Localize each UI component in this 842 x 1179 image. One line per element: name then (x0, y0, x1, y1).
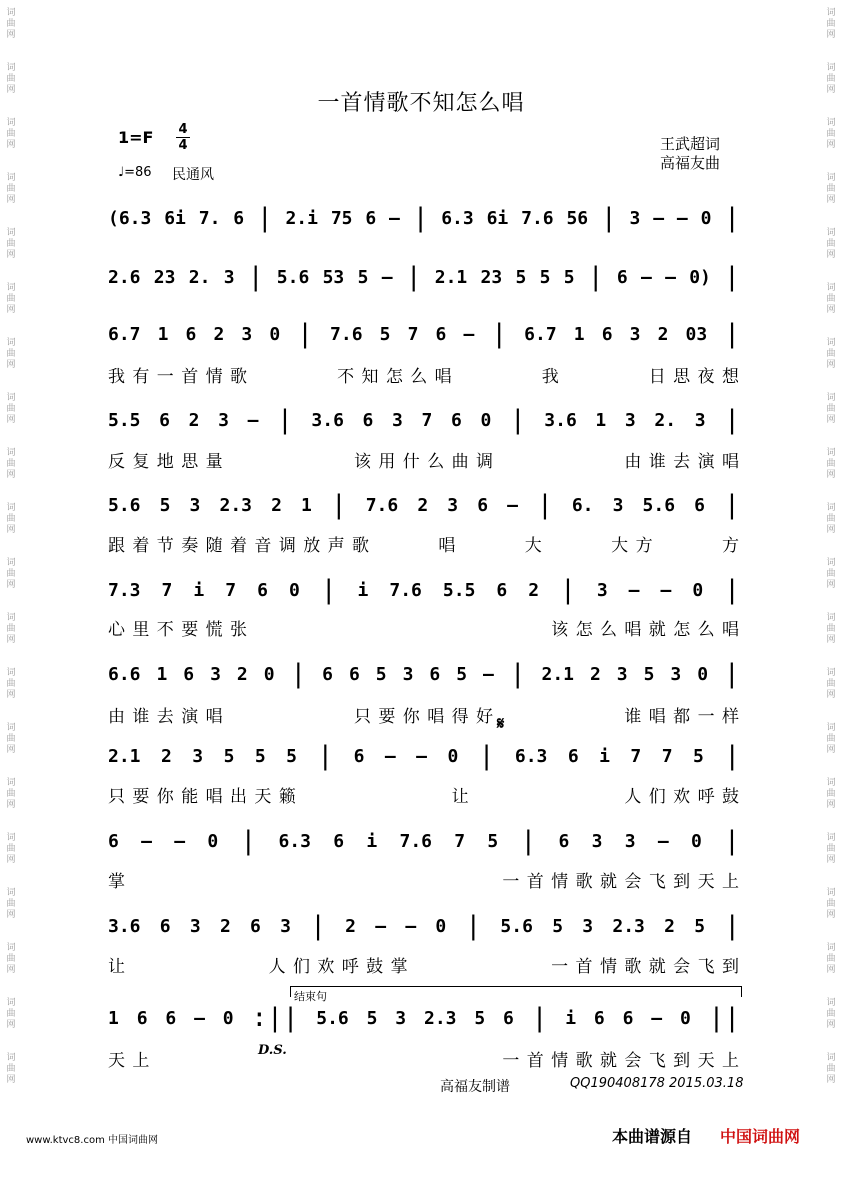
note: – (628, 579, 640, 601)
note: 1 (595, 409, 607, 431)
lyric-phrase: 跟 着 节 奏 随 着 音 调 放 声 歌 (108, 536, 371, 556)
note: – (640, 266, 652, 288)
notes-line (108, 319, 740, 349)
bar-line: :|| (251, 1003, 299, 1033)
note: 5.6 (108, 494, 141, 516)
lyric-phrase: 只 要 你 唱 得 好 (353, 707, 495, 727)
note: 7 (661, 745, 673, 767)
notes-line (108, 203, 740, 233)
bar-line: | (491, 319, 508, 349)
note: 5 (694, 915, 706, 937)
bar-line: | (310, 911, 326, 941)
source-label: 本曲谱源自 (612, 1127, 693, 1146)
note: i (565, 1007, 577, 1029)
note: 6 (185, 323, 197, 345)
lyric-phrase: 日 思 夜 想 (648, 367, 740, 387)
bar-line: | (724, 741, 740, 771)
note: 1 (301, 494, 312, 516)
note: 6 (616, 266, 628, 288)
note: 6 (601, 323, 613, 345)
score-row (108, 575, 740, 618)
note: 23 (480, 266, 503, 288)
note: 6 (451, 409, 462, 431)
score-row (108, 203, 740, 246)
note: – (651, 1007, 663, 1029)
note: 6 (694, 494, 705, 516)
score-row (108, 490, 740, 533)
note: 6 (365, 207, 377, 229)
note: 5.5 (108, 409, 141, 431)
note: 2 (271, 494, 282, 516)
note: 0) (689, 266, 711, 288)
note: 6 (136, 1007, 148, 1029)
note: 2 (589, 663, 601, 685)
note: 53 (322, 266, 345, 288)
note: 3 (624, 830, 636, 852)
time-signature-bottom: 4 (178, 138, 188, 153)
bar-line: | (724, 911, 740, 941)
bar-line: | (560, 575, 576, 605)
note: 2 (417, 494, 429, 516)
note: 5 (379, 323, 391, 345)
note: i (193, 579, 205, 601)
note: – (141, 830, 152, 852)
note: 0 (263, 663, 275, 685)
note: 2 (188, 409, 200, 431)
lyricist-credit: 王武超词 (660, 135, 721, 153)
lyric-phrase: 只 要 你 能 唱 出 天 籁 (108, 787, 297, 807)
watermark-right: 词 曲 网 词 曲 网 词 曲 网 词 曲 网 词 曲 网 词 曲 网 词 曲 网 词 曲 网 词 曲 网 词 曲 网 词 曲 网 词 曲 网 词 曲 网 词 曲 网 词 曲 网 词 曲 网 词 曲 网 词 曲 网 词 曲 网 词 曲 网 (826, 8, 836, 1085)
note: 0 (480, 409, 492, 431)
note: 0 (697, 663, 709, 685)
note: 56 (566, 207, 589, 229)
score-row (108, 911, 740, 954)
note: 0 (288, 579, 300, 601)
lyric-phrase: 该 怎 么 唱 就 怎 么 唱 (551, 620, 740, 640)
note: 3 (395, 1007, 407, 1029)
note: – (405, 915, 417, 937)
note: 2. (654, 409, 677, 431)
bar-line: | (520, 826, 537, 856)
note: 6 (503, 1007, 514, 1029)
note: 5.6 (500, 915, 533, 937)
note: 1 (157, 323, 169, 345)
note: 6 (348, 663, 360, 685)
notes-line (108, 405, 740, 435)
note: 5 (159, 494, 171, 516)
note: i (366, 830, 378, 852)
bar-line: | (724, 203, 740, 233)
note: 7.6 (389, 579, 422, 601)
note: 6 (322, 663, 334, 685)
note: 3 (192, 745, 204, 767)
lyrics-line (108, 362, 740, 387)
bar-line: | (724, 659, 740, 689)
bar-line: | (297, 319, 313, 349)
note: 1 (573, 323, 585, 345)
note: 7.3 (108, 579, 141, 601)
note: 7 (630, 745, 642, 767)
note: – (657, 830, 669, 852)
note: 6i (486, 207, 509, 229)
note: 6 (622, 1007, 634, 1029)
note: 6 (477, 494, 489, 516)
bar-line: | (724, 319, 740, 349)
note: 5.5 (442, 579, 476, 601)
note: – (660, 579, 672, 601)
note: 3 (612, 494, 624, 516)
bar-line: | (601, 203, 617, 233)
note: – (507, 494, 518, 516)
note: 5.6 (276, 266, 310, 288)
lyric-phrase: 该 用 什 么 曲 调 (353, 452, 495, 472)
note: 3 (189, 915, 201, 937)
note: 5 (552, 915, 564, 937)
note: 2.6 (108, 266, 141, 288)
note: 3 (447, 494, 459, 516)
bar-line: | (277, 405, 293, 435)
note: 0 (435, 915, 447, 937)
note: 3 (223, 266, 235, 288)
lyrics-line (108, 867, 740, 892)
note: 3 (629, 323, 641, 345)
note: 23 (153, 266, 176, 288)
note: 6 (362, 409, 374, 431)
score-row (108, 659, 740, 702)
note: 7.6 (365, 494, 399, 516)
composer-credit: 高福友曲 (660, 154, 721, 172)
site-url[interactable]: www.ktvc8.com 中国词曲网 (26, 1135, 159, 1146)
note: 3 (591, 830, 603, 852)
note: – (665, 266, 676, 288)
note: 3 (596, 579, 608, 601)
note: 1 (156, 663, 168, 685)
song-title: 一首情歌不知怎么唱 (317, 91, 525, 116)
lyric-phrase: 方 (721, 536, 740, 556)
note: 0 (679, 1007, 691, 1029)
lyric-phrase: 一 首 情 歌 就 会 飞 到 天 上 (502, 1051, 740, 1071)
note: 6 (183, 663, 195, 685)
note: 5 (286, 745, 297, 767)
note: – (381, 266, 393, 288)
lyric-phrase: 谁 唱 都 一 样 (624, 707, 740, 727)
bar-line: | (247, 262, 264, 292)
note: 03 (685, 323, 708, 345)
note: 3 (616, 663, 628, 685)
score-row (108, 262, 740, 305)
bar-line: | (509, 405, 526, 435)
bar-line: | (587, 262, 604, 292)
bar-line: | (531, 1003, 548, 1033)
score-row (108, 405, 740, 448)
note: – (416, 745, 427, 767)
note: 2.1 (108, 745, 141, 767)
note: 3 (241, 323, 253, 345)
note: 2 (213, 323, 225, 345)
note: 2.i (285, 207, 318, 229)
score-row (108, 741, 740, 784)
time-signature-top: 4 (178, 122, 188, 137)
bar-line: | (256, 203, 273, 233)
note: 5 (643, 663, 655, 685)
note: 6.3 (514, 745, 548, 767)
note: 6.7 (108, 323, 141, 345)
segno-sign: 𝄋 (497, 714, 505, 734)
note: 3 (694, 409, 706, 431)
bar-line: | (330, 490, 347, 520)
lyric-phrase: 让 (451, 787, 470, 807)
note: 7.6 (399, 830, 432, 852)
note: 5 (366, 1007, 378, 1029)
note: 6 (250, 915, 261, 937)
note: – (676, 207, 688, 229)
note: 5.6 (316, 1007, 349, 1029)
style-marking: 民通风 (172, 167, 214, 183)
note: 0 (690, 830, 702, 852)
note: 3 (392, 409, 403, 431)
bar-line: | (478, 741, 495, 771)
note: 2.3 (423, 1007, 457, 1029)
lyric-phrase: 唱 (438, 536, 457, 556)
note: 5 (357, 266, 369, 288)
note: 6 (429, 663, 441, 685)
note: 6 (257, 579, 268, 601)
bar-line: | (724, 262, 740, 292)
bar-line: | (509, 659, 526, 689)
note: 3.6 (544, 409, 577, 431)
score-row (108, 319, 740, 362)
bar-line: | (317, 741, 334, 771)
note: 6 (333, 830, 345, 852)
note: 6 (108, 830, 119, 852)
note: 0 (447, 745, 459, 767)
bar-line: | (405, 262, 422, 292)
lyric-phrase: 天 上 (108, 1051, 151, 1071)
note: 6 (435, 323, 447, 345)
lyric-phrase: 我 有 一 首 情 歌 (108, 367, 249, 387)
watermark-left: 词 曲 网 词 曲 网 词 曲 网 词 曲 网 词 曲 网 词 曲 网 词 曲 网 词 曲 网 词 曲 网 词 曲 网 词 曲 网 词 曲 网 词 曲 网 词 曲 网 词 曲 网 词 曲 网 词 曲 网 词 曲 网 词 曲 网 词 曲 网 (6, 8, 16, 1085)
note: i (599, 745, 610, 767)
note: 7 (161, 579, 173, 601)
note: 2 (160, 745, 172, 767)
note: 0 (207, 830, 219, 852)
notes-line (108, 826, 740, 856)
tempo-marking: ♩=86 (118, 165, 152, 180)
lyric-phrase: 心 里 不 要 慌 张 (108, 620, 249, 640)
note: 5 (563, 266, 575, 288)
note: 6.3 (278, 830, 311, 852)
notes-line (108, 741, 740, 771)
lyric-phrase: 人 们 欢 呼 鼓 掌 (268, 957, 409, 977)
note: 7 (225, 579, 237, 601)
lyric-phrase: 掌 (108, 872, 126, 892)
note: – (384, 745, 396, 767)
bar-line: | (537, 490, 553, 520)
note: – (174, 830, 186, 852)
notes-line (108, 262, 740, 292)
note: 3 (280, 915, 291, 937)
ending-bracket (290, 986, 742, 997)
lyric-phrase: 一 首 情 歌 就 会 飞 到 (551, 957, 740, 977)
lyric-phrase: 大 (524, 536, 543, 556)
bar-line: | (724, 826, 740, 856)
note: 6 (159, 409, 170, 431)
note: 2. (188, 266, 211, 288)
note: i (357, 579, 369, 601)
note: 7.6 (521, 207, 554, 229)
note: 3 (218, 409, 229, 431)
note: 3.6 (108, 915, 141, 937)
lyric-phrase: 人 们 欢 呼 鼓 (624, 787, 740, 807)
note: 6 (558, 830, 570, 852)
note: 2 (345, 915, 356, 937)
note: 5 (254, 745, 266, 767)
note: – (247, 409, 259, 431)
lyric-phrase: 由 谁 去 演 唱 (624, 452, 740, 472)
note: 3.6 (311, 409, 344, 431)
source-site[interactable]: 中国词曲网 (720, 1127, 801, 1146)
note: 3 (210, 663, 221, 685)
notes-line (108, 490, 740, 520)
note: 6. (571, 494, 594, 516)
note: 6 (233, 207, 245, 229)
note: 6 (567, 745, 579, 767)
note: 2 (219, 915, 231, 937)
note: 3 (189, 494, 201, 516)
lyrics-line (108, 531, 740, 556)
bar-line: || (708, 1003, 740, 1033)
note: 7.6 (330, 323, 363, 345)
bar-line: | (290, 659, 307, 689)
notes-line (108, 575, 740, 605)
lyrics-line (108, 447, 740, 472)
note: 5 (515, 266, 527, 288)
bar-line: | (412, 203, 429, 233)
note: 7 (421, 409, 433, 431)
note: 1 (108, 1007, 119, 1029)
note: – (389, 207, 400, 229)
lyric-phrase: 由 谁 去 演 唱 (108, 707, 224, 727)
note: 6.3 (441, 207, 474, 229)
note: 2.3 (219, 494, 252, 516)
note: 5 (375, 663, 387, 685)
note: 6 (165, 1007, 177, 1029)
lyric-phrase: 大 方 (611, 536, 654, 556)
lyric-phrase: 一 首 情 歌 就 会 飞 到 天 上 (502, 872, 740, 892)
note: 6.7 (524, 323, 557, 345)
note: 5 (693, 745, 704, 767)
lyrics-line (108, 782, 740, 807)
note: 2.3 (612, 915, 645, 937)
note: – (463, 323, 475, 345)
note: 6 (496, 579, 508, 601)
bar-line: | (465, 911, 482, 941)
note: 3 (629, 207, 641, 229)
note: – (653, 207, 665, 229)
note: 3 (624, 409, 636, 431)
note: 6 (593, 1007, 605, 1029)
lyrics-line (108, 1046, 740, 1071)
notes-line (108, 911, 740, 941)
time-signature (176, 123, 190, 152)
notes-line (108, 1003, 740, 1033)
score-row (108, 826, 740, 869)
note: 5.6 (642, 494, 676, 516)
scribe-credit: 高福友制谱 (440, 1079, 510, 1095)
note: 5 (456, 663, 468, 685)
note: 6 (353, 745, 365, 767)
note: (6.3 (108, 207, 152, 229)
lyrics-line (108, 615, 740, 640)
lyrics-line (108, 702, 740, 727)
score-row (108, 1003, 740, 1046)
note: 7 (454, 830, 466, 852)
lyric-phrase: 反 复 地 思 量 (108, 452, 224, 472)
note: 2 (236, 663, 248, 685)
note: 6i (164, 207, 186, 229)
note: 7. (198, 207, 221, 229)
key-signature: 1=F (118, 128, 154, 147)
note: 2.1 (434, 266, 468, 288)
note: 5 (223, 745, 235, 767)
note: 2 (664, 915, 675, 937)
note: – (194, 1007, 205, 1029)
note: 3 (670, 663, 682, 685)
note: 6.6 (108, 663, 141, 685)
note: 0 (700, 207, 712, 229)
lyric-phrase: 不 知 怎 么 唱 (337, 367, 453, 387)
bar-line: | (724, 490, 740, 520)
bar-line: | (724, 575, 740, 605)
note: 2.1 (541, 663, 574, 685)
note: 5 (474, 1007, 486, 1029)
note: 2 (528, 579, 540, 601)
bar-line: | (724, 405, 740, 435)
note: 5 (539, 266, 551, 288)
note: 3 (402, 663, 414, 685)
ds-label: D.S. (258, 1043, 287, 1058)
note: 0 (222, 1007, 234, 1029)
note: – (375, 915, 387, 937)
note: 0 (269, 323, 281, 345)
bar-line: | (320, 575, 337, 605)
note: 6 (159, 915, 171, 937)
notes-line (108, 659, 740, 689)
bar-line: | (240, 826, 257, 856)
note: 3 (582, 915, 594, 937)
note: 5 (487, 830, 499, 852)
note: – (483, 663, 494, 685)
note: 0 (692, 579, 704, 601)
lyric-phrase: 我 (541, 367, 560, 387)
ending-label: 结束句 (294, 990, 327, 1003)
lyrics-line (108, 952, 740, 977)
note: 7 (407, 323, 419, 345)
note: 75 (330, 207, 353, 229)
scribe-contact: QQ190408178 2015.03.18 (570, 1076, 744, 1091)
lyric-phrase: 让 (108, 957, 126, 977)
note: 2 (657, 323, 669, 345)
